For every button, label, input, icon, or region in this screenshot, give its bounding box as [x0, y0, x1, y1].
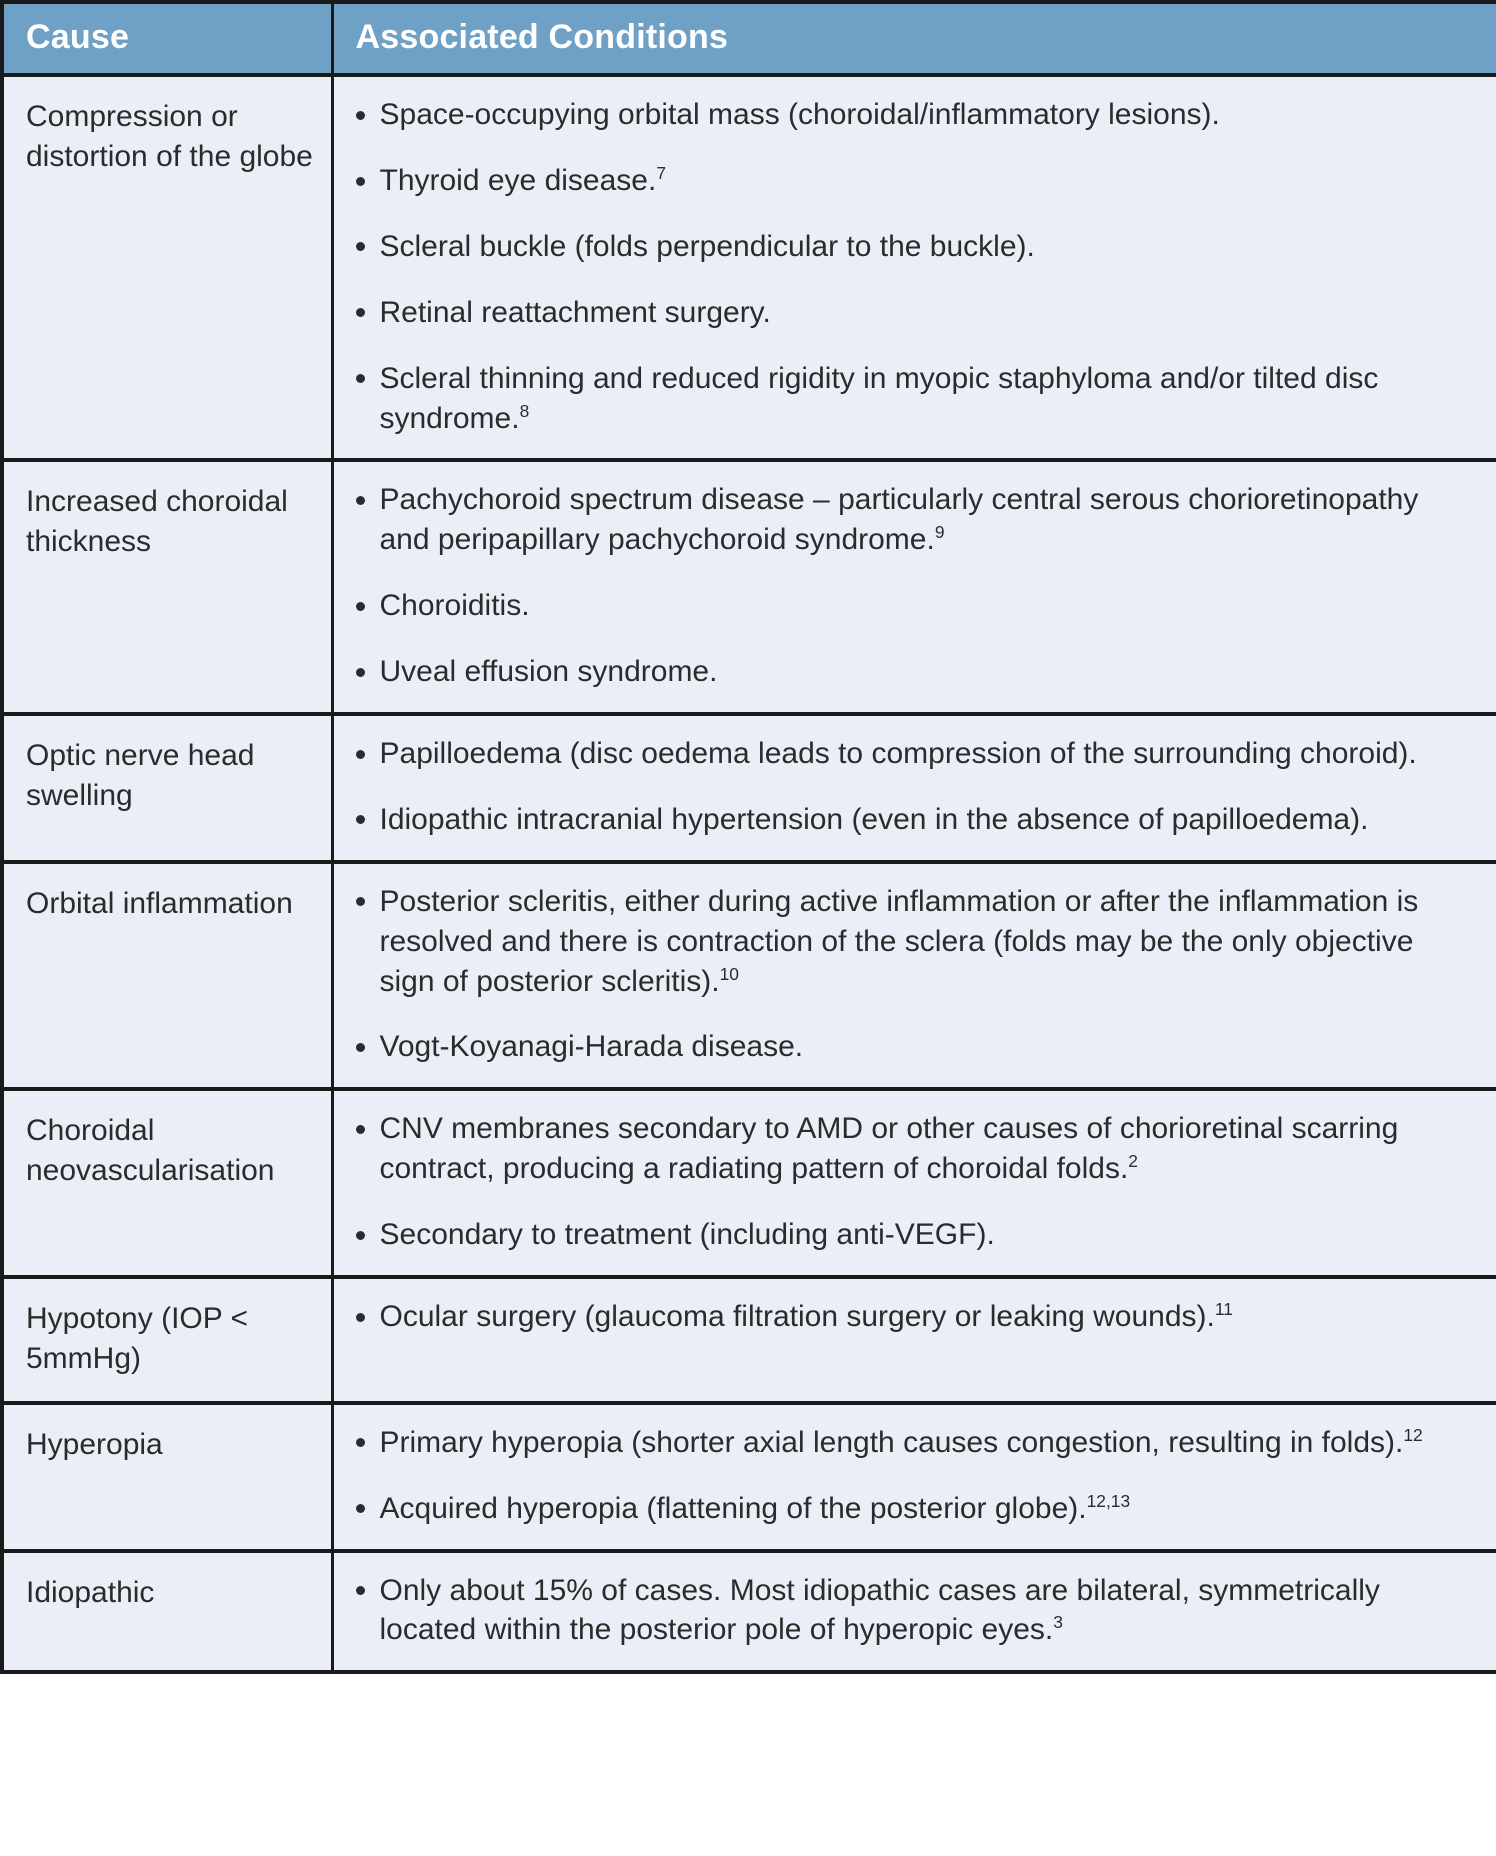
- column-header-cause: Cause: [2, 2, 332, 75]
- condition-list-item: [352, 1423, 1475, 1463]
- column-header-associated-conditions: Associated Conditions: [332, 2, 1496, 75]
- condition-text: Secondary to treatment (including anti-VEGF).: [379, 1218, 995, 1252]
- condition-text: Thyroid eye disease.: [379, 163, 657, 197]
- table-row: [2, 1551, 1496, 1673]
- reference-superscript: 3: [1053, 1612, 1063, 1633]
- associated-conditions-cell: [332, 1089, 1496, 1277]
- bullet-icon: [356, 1313, 365, 1322]
- cause-cell: Orbital inflammation: [2, 862, 332, 1090]
- bullet-icon: [356, 668, 365, 677]
- cause-cell: Optic nerve head swelling: [2, 714, 332, 862]
- cause-cell: Hypotony (IOP < 5mmHg): [2, 1277, 332, 1403]
- bullet-icon: [356, 602, 365, 611]
- condition-list-item: [352, 293, 1475, 333]
- table-row: [2, 862, 1496, 1090]
- condition-text: Only about 15% of cases. Most idiopathic cases are bilateral, symmetrically located within the posterior pole of hyperopic eyes.: [379, 1573, 1380, 1647]
- condition-list-item: [352, 1027, 1475, 1067]
- associated-conditions-cell: [332, 1403, 1496, 1551]
- cause-cell: Choroidal neovascularisation: [2, 1089, 332, 1277]
- bullet-icon: [356, 1504, 365, 1513]
- condition-text: Space-occupying orbital mass (choroidal/inflammatory lesions).: [379, 98, 1220, 132]
- condition-list: [352, 480, 1475, 692]
- associated-conditions-cell: [332, 75, 1496, 460]
- associated-conditions-cell: [332, 460, 1496, 714]
- bullet-icon: [356, 750, 365, 759]
- bullet-icon: [356, 308, 365, 317]
- bullet-icon: [356, 1438, 365, 1447]
- bullet-icon: [356, 177, 365, 186]
- bullet-icon: [356, 897, 365, 906]
- condition-text: Ocular surgery (glaucoma filtration surgery or leaking wounds).: [379, 1300, 1215, 1334]
- condition-list-item: [352, 1297, 1475, 1337]
- condition-text: Vogt-Koyanagi-Harada disease.: [379, 1030, 804, 1064]
- condition-text: Papilloedema (disc oedema leads to compression of the surrounding choroid).: [379, 737, 1417, 770]
- reference-superscript: 2: [1128, 1151, 1138, 1172]
- table-header-row: [2, 2, 1496, 75]
- condition-text: Uveal effusion syndrome.: [379, 655, 718, 689]
- condition-list-item: [352, 161, 1475, 201]
- cause-cell: Idiopathic: [2, 1551, 332, 1673]
- bullet-icon: [356, 815, 365, 824]
- table-row: [2, 1403, 1496, 1551]
- condition-list-item: [352, 1489, 1475, 1529]
- table-row: [2, 460, 1496, 714]
- condition-list-item: [352, 1215, 1475, 1255]
- condition-list: [352, 95, 1475, 438]
- associated-conditions-cell: [332, 862, 1496, 1090]
- condition-list-item: [352, 800, 1475, 840]
- condition-text: Choroiditis.: [379, 589, 530, 623]
- condition-list: [352, 882, 1475, 1068]
- condition-text: CNV membranes secondary to AMD or other causes of chorioretinal scarring contract, producing a radiating pattern of choroidal folds.: [379, 1112, 1399, 1186]
- reference-superscript: 12,13: [1086, 1490, 1131, 1511]
- condition-text: Pachychoroid spectrum disease – particularly central serous chorioretinopathy and peripapillary pachychoroid syndrome.: [379, 483, 1419, 557]
- bullet-icon: [356, 374, 365, 383]
- table-body: [2, 75, 1496, 1672]
- condition-list: [352, 1423, 1475, 1529]
- cause-cell: Hyperopia: [2, 1403, 332, 1551]
- reference-superscript: 10: [719, 963, 739, 984]
- condition-list-item: [352, 1109, 1475, 1189]
- condition-text: Posterior scleritis, either during active inflammation or after the inflammation is resolved and there is contraction of the sclera (folds may be the only objective sign of posterior scleritis).: [379, 884, 1419, 998]
- table-row: [2, 1277, 1496, 1403]
- associated-conditions-cell: [332, 1551, 1496, 1673]
- bullet-icon: [356, 1125, 365, 1134]
- condition-text: Acquired hyperopia (flattening of the posterior globe).: [379, 1491, 1087, 1525]
- bullet-icon: [356, 1043, 365, 1052]
- condition-text: Scleral thinning and reduced rigidity in myopic staphyloma and/or tilted disc syndrome.: [379, 361, 1379, 435]
- condition-list-item: [352, 882, 1475, 1002]
- condition-list-item: [352, 652, 1475, 692]
- condition-text: Idiopathic intracranial hypertension (even in the absence of papilloedema).: [379, 802, 1369, 836]
- reference-superscript: 11: [1214, 1299, 1233, 1320]
- table-header: [2, 2, 1496, 75]
- condition-list-item: [352, 586, 1475, 626]
- cause-cell: Compression or distortion of the globe: [2, 75, 332, 460]
- condition-list-item: [352, 227, 1475, 267]
- reference-superscript: 12: [1403, 1424, 1423, 1445]
- bullet-icon: [356, 242, 365, 251]
- condition-list: [352, 1109, 1475, 1255]
- condition-list-item: [352, 734, 1475, 774]
- reference-superscript: 8: [519, 400, 530, 421]
- condition-list-item: [352, 95, 1475, 135]
- bullet-icon: [356, 1231, 365, 1240]
- condition-text: Retinal reattachment surgery.: [379, 295, 771, 329]
- reference-superscript: 7: [656, 162, 666, 183]
- condition-list-item: [352, 480, 1475, 560]
- table-row: [2, 1089, 1496, 1277]
- associated-conditions-cell: [332, 714, 1496, 862]
- table-row: [2, 714, 1496, 862]
- bullet-icon: [356, 1586, 365, 1595]
- condition-text: Scleral buckle (folds perpendicular to the buckle).: [379, 229, 1035, 263]
- cause-cell: Increased choroidal thickness: [2, 460, 332, 714]
- bullet-icon: [356, 496, 365, 505]
- condition-list: [352, 1297, 1475, 1337]
- condition-list: [352, 1571, 1475, 1651]
- condition-list-item: [352, 1571, 1475, 1651]
- condition-list-item: [352, 359, 1475, 439]
- condition-list: [352, 734, 1475, 840]
- bullet-icon: [356, 111, 365, 120]
- condition-text: Primary hyperopia (shorter axial length causes congestion, resulting in folds).: [379, 1425, 1404, 1459]
- reference-superscript: 9: [934, 522, 945, 543]
- associated-conditions-cell: [332, 1277, 1496, 1403]
- table-row: [2, 75, 1496, 460]
